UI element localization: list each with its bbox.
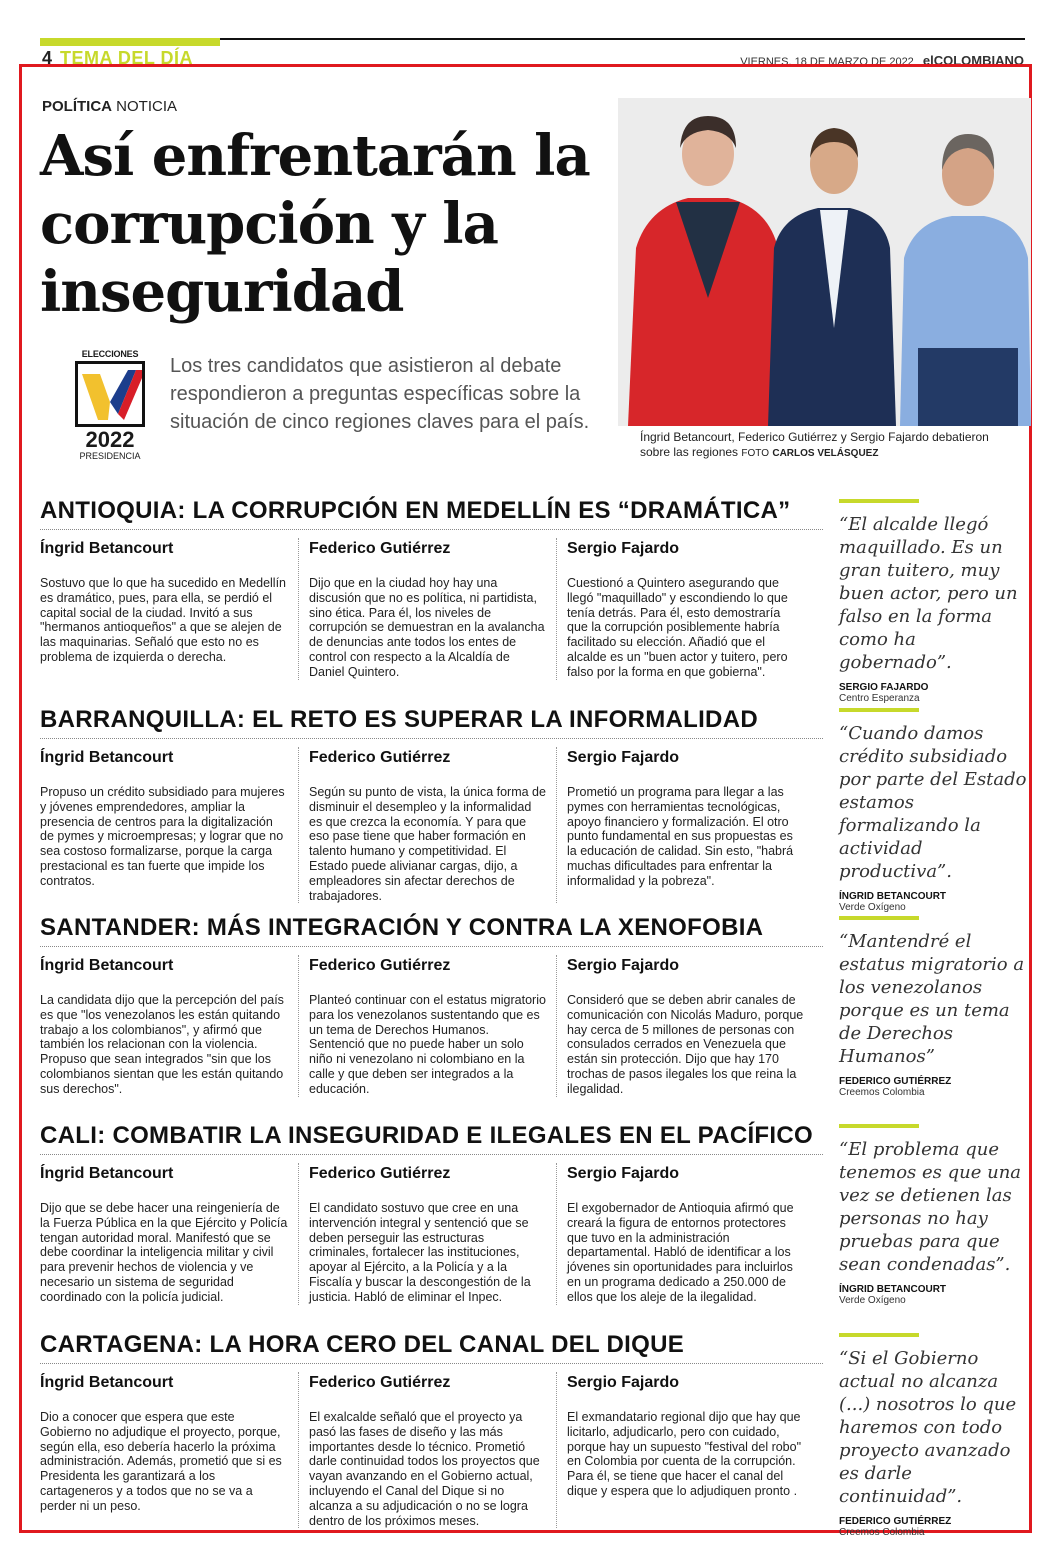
kicker <box>42 98 177 115</box>
candidate-column <box>298 1163 556 1305</box>
region-barranquilla <box>40 706 823 903</box>
quote-accent-bar <box>839 1333 919 1337</box>
quote-author: ÍNGRID BETANCOURT <box>839 1284 947 1295</box>
candidate-text: Sostuvo que lo que ha sucedido en Medellín es dramático, pues, para ella, se perdió el capital social de la ciudad. Invitó a sus "hermanos antioqueños" a que se alejen de las maquinarias. Señaló que esto no es problema de izquierda o derecha. <box>40 576 287 664</box>
candidate-text: Planteó continuar con el estatus migratorio para los venezolanos sustentando que es un tema de Derechos Humanos. Sentenció que no puede haber un solo niño ni venezolano ni colombiano en la calle y que deben ser integrados a la educación. <box>309 993 546 1096</box>
quote-text: “El problema que tenemos es que una vez se detienen las personas no hay pruebas para que sean condenadas”. <box>839 1139 1022 1275</box>
candidate-name: Sergio Fajardo <box>567 749 680 766</box>
candidate-name: Íngrid Betancourt <box>40 749 174 766</box>
kicker-section: POLÍTICA <box>42 98 112 115</box>
headline: Así enfrentarán la corrupción y la inseguridad <box>40 123 590 325</box>
quote-author: FEDERICO GUTIÉRREZ <box>839 1076 952 1087</box>
checkmark-icon <box>75 361 145 427</box>
candidate-name: Sergio Fajardo <box>567 1374 680 1391</box>
candidate-name: Sergio Fajardo <box>567 540 680 557</box>
quote-author: SERGIO FAJARDO <box>839 682 929 693</box>
region-title: CARTAGENA: LA HORA CERO DEL CANAL DEL DIQUE <box>40 1331 823 1364</box>
candidate-column <box>556 955 814 1097</box>
candidate-text: Dio a conocer que espera que este Gobierno no adjudique el proyecto, porque, según ella, eso debería hacerlo la próxima administración. Además, prometió que si es Presidenta les garantizará a los cartageneros y a todos que no se va a perder ni un peso. <box>40 1410 282 1513</box>
candidate-text: El exmandatario regional dijo que hay que licitarlo, adjudicarlo, pero con cuidado, porque hay un supuesto "festival del robo" en Colombia por cuenta de la corrupción. Para él, se tiene que hacer el canal del dique y espera que lo adjudiquen pronto . <box>567 1410 802 1498</box>
brand-name: elCOLOMBIANO <box>922 53 1024 68</box>
candidate-column <box>298 1372 556 1528</box>
pull-quote <box>839 1124 1029 1306</box>
candidate-column <box>556 747 814 903</box>
region-title: CALI: COMBATIR LA INSEGURIDAD E ILEGALES EN EL PACÍFICO <box>40 1122 823 1155</box>
region-cali <box>40 1122 823 1305</box>
candidate-column <box>40 1372 298 1528</box>
candidate-column <box>40 1163 298 1305</box>
candidate-text: El exgobernador de Antioquia afirmó que creará la figura de entornos protectores que tuvo en la administración departamental. Habló de identificar a los jóvenes sin oportunidades para incluirlos en un programa dedicado a 250.000 de ellos que los aleje de la ilegalidad. <box>567 1201 794 1304</box>
candidate-name: Federico Gutiérrez <box>309 540 451 557</box>
candidate-name: Sergio Fajardo <box>567 957 680 974</box>
section-tag: TEMA DEL DÍA <box>60 48 194 68</box>
quote-accent-bar <box>839 708 919 712</box>
pull-quote <box>839 1333 1029 1538</box>
quote-accent-bar <box>839 499 919 503</box>
candidate-text: Cuestionó a Quintero asegurando que llegó "maquillado" y escondiendo lo que tenía detrás. Para él, esto demostraría que la corrupción posiblemente habría facilitado su elección. Añadió que el alcalde es un "buen actor y tuitero, pero falso por la forma en que gobierna". <box>567 576 788 679</box>
candidate-text: La candidata dijo que la percepción del país es que "los venezolanos les están quitando trabajo a los colombianos", y afirmó que también los relacionan con la violencia. Propuso que sean integrados "sin que los colombianos sientan que les están quitando sus derechos". <box>40 993 284 1096</box>
quote-accent-bar <box>839 916 919 920</box>
candidate-text: Según su punto de vista, la única forma de disminuir el desempleo y la informalidad es que crezca la economía. Y para que eso pase tiene que haber formación en talento humano y competitividad. El Estado puede alivianar cargas, dijo, a empleadores sin afectar derechos de trabajadores. <box>309 785 546 903</box>
photo-credit: CARLOS VELÁSQUEZ <box>772 448 879 459</box>
candidate-text: Dijo que se debe hacer una reingeniería de la Fuerza Pública en la que Ejército y Policía tengan autoridad moral. Manifestó que se debe coordinar la inteligencia militar y civil para prevenir hechos de violencia y ve necesario un sistema de seguridad coordinado con la policía judicial. <box>40 1201 288 1304</box>
candidate-name: Sergio Fajardo <box>567 1165 680 1182</box>
candidate-text: El candidato sostuvo que cree en una intervención integral y sentenció que se deben perseguir las estructuras criminales, fortalecer las instituciones, apoyar al Ejército, a la Policía y a la Fiscalía y buscar la descongestión de la justicia. Habló de eliminar el Inpec. <box>309 1201 531 1304</box>
region-title: BARRANQUILLA: EL RETO ES SUPERAR LA INFORMALIDAD <box>40 706 823 739</box>
section-accent-bar <box>40 38 220 46</box>
region-cartagena <box>40 1331 823 1528</box>
kicker-type: NOTICIA <box>116 98 178 115</box>
candidate-text: El exalcalde señaló que el proyecto ya pasó las fases de diseño y las más importantes desde lo técnico. Prometió darle continuidad todos los proyectos que vayan avanzando en el Gobierno actual, incluyendo el Canal del Dique si no alcanza a su adjudicación o no se logra dentro de los próximos meses. <box>309 1410 540 1528</box>
article-deck: Los tres candidatos que asistieron al debate respondieron a preguntas específicas sobre la situación de cinco regiones claves para el país. <box>170 355 590 433</box>
candidate-column <box>40 955 298 1097</box>
logo-year: 2022 <box>85 427 135 452</box>
quote-party: Creemos Colombia <box>839 1087 925 1098</box>
quote-party: Creemos Colombia <box>839 1527 925 1538</box>
quote-party: Centro Esperanza <box>839 693 920 704</box>
region-title: SANTANDER: MÁS INTEGRACIÓN Y CONTRA LA XENOFOBIA <box>40 914 823 947</box>
candidate-text: Propuso un crédito subsidiado para mujeres y jóvenes emprendedores, ampliar la presencia de centros para la digitalización de pymes y microempresas; y lograr que no sea costoso formalizarse, porque la carga prestacional es tan fuerte que impide los contratos. <box>40 785 285 888</box>
quote-text: “El alcalde llegó maquillado. Es un gran tuitero, muy buen actor, pero un falso en la forma como ha gobernado”. <box>839 514 1018 673</box>
candidate-name: Federico Gutiérrez <box>309 1165 451 1182</box>
candidate-column <box>556 538 814 680</box>
quote-party: Verde Oxígeno <box>839 902 906 913</box>
candidate-column <box>298 955 556 1097</box>
region-santander <box>40 914 823 1097</box>
quote-text: “Si el Gobierno actual no alcanza (...) nosotros lo que haremos con todo proyecto avanzado es darle continuidad”. <box>839 1348 1017 1507</box>
candidate-name: Federico Gutiérrez <box>309 1374 451 1391</box>
candidate-column <box>298 747 556 903</box>
candidate-name: Íngrid Betancourt <box>40 957 174 974</box>
candidate-column <box>40 747 298 903</box>
caption-text: Íngrid Betancourt, Federico Gutiérrez y Sergio Fajardo debatieron sobre las regiones <box>640 430 989 459</box>
candidate-text: Dijo que en la ciudad hoy hay una discusión que no es política, ni partidista, sino ética. Para él, los niveles de corrupción se demuestran en la avalancha de denuncias ante todos los entes de control con respecto a la Alcaldía de Daniel Quintero. <box>309 576 545 679</box>
candidate-text: Consideró que se deben abrir canales de comunicación con Nicolás Maduro, porque hay cerca de 5 millones de personas con consulados cerrados en Venezuela que están sin protección. Dijo que hay 170 trochas de pasos ilegales los que reina la ilegalidad. <box>567 993 804 1096</box>
quote-author: ÍNGRID BETANCOURT <box>839 891 947 902</box>
region-title: ANTIOQUIA: LA CORRUPCIÓN EN MEDELLÍN ES “DRAMÁTICA” <box>40 497 823 530</box>
caption-foto-label: FOTO <box>741 448 769 459</box>
logo-bottom-text: PRESIDENCIA <box>79 451 141 461</box>
candidate-column <box>40 538 298 680</box>
candidate-name: Íngrid Betancourt <box>40 1165 174 1182</box>
candidate-column <box>556 1372 814 1528</box>
photo-caption <box>640 430 1020 461</box>
logo-top-text: ELECCIONES <box>81 349 139 359</box>
candidate-name: Íngrid Betancourt <box>40 1374 174 1391</box>
pull-quote <box>839 916 1029 1098</box>
candidate-column <box>556 1163 814 1305</box>
candidate-column <box>298 538 556 680</box>
region-antioquia <box>40 497 823 680</box>
candidates-photo <box>618 98 1031 426</box>
candidate-text: Prometió un programa para llegar a las pymes con herramientas tecnológicas, apoyo financiero y formalización. El otro punto fundamental en sus propuestas es la educación de calidad. Sin esto, "habrá muchas dificultades para enfrentar la informalidad y la pobreza". <box>567 785 794 888</box>
quote-accent-bar <box>839 1124 919 1128</box>
quote-text: “Mantendré el estatus migratorio a los venezolanos porque es un tema de Derechos Humanos” <box>839 931 1025 1067</box>
elections-logo <box>75 349 145 464</box>
pull-quote <box>839 708 1029 913</box>
candidate-name: Federico Gutiérrez <box>309 749 451 766</box>
quote-author: FEDERICO GUTIÉRREZ <box>839 1516 952 1527</box>
quote-text: “Cuando damos crédito subsidiado por parte del Estado estamos formalizando la actividad productiva”. <box>839 723 1027 882</box>
page-number: 4 <box>42 48 53 68</box>
candidate-name: Íngrid Betancourt <box>40 540 174 557</box>
date: VIERNES, 18 DE MARZO DE 2022 <box>740 56 914 68</box>
quote-party: Verde Oxígeno <box>839 1295 906 1306</box>
candidate-name: Federico Gutiérrez <box>309 957 451 974</box>
pull-quote <box>839 499 1029 704</box>
